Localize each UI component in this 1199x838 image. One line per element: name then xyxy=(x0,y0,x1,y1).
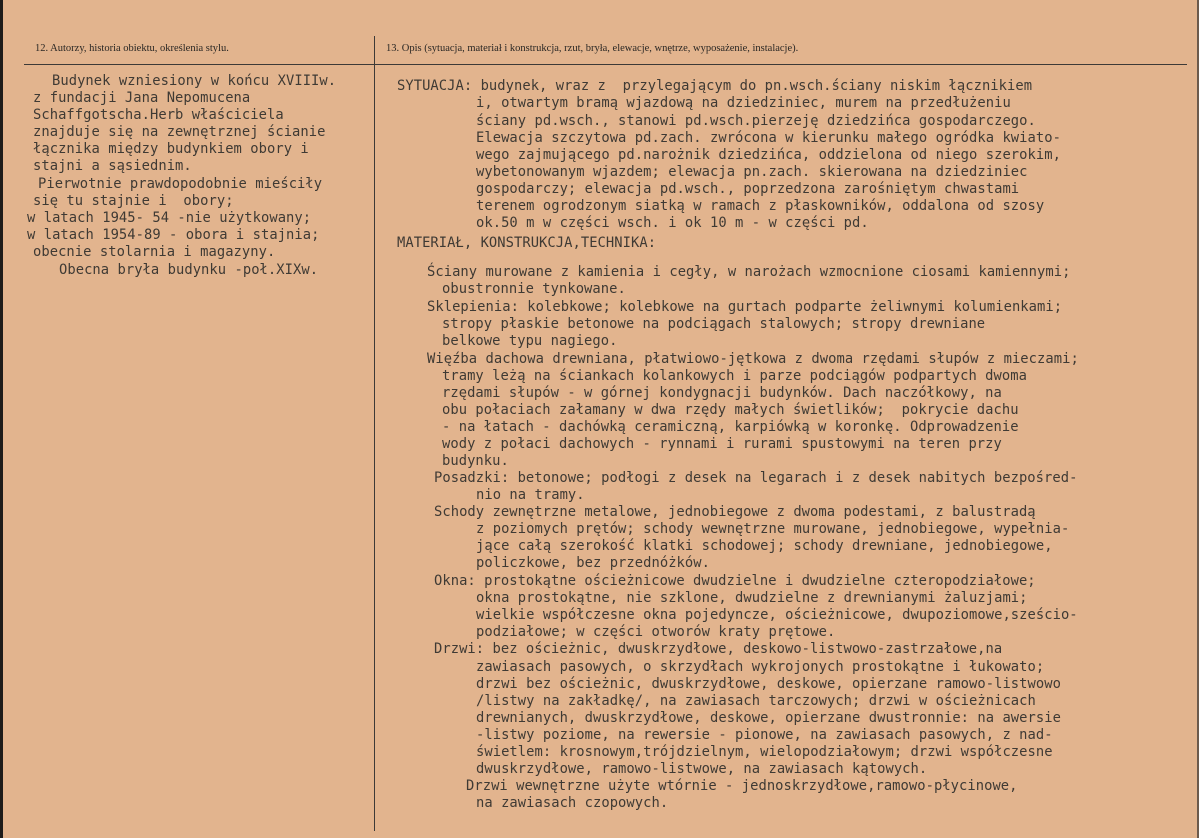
description-line: -listwy poziome, na rewersie - pionowe, na zawiasach pasowych, z nad- xyxy=(476,727,1053,743)
description-line: podziałowe; w części otworów kraty prętowe. xyxy=(476,624,836,640)
history-line: łącznika między budynkiem obory i xyxy=(33,141,309,157)
description-line: belkowe typu nagiego. xyxy=(442,333,618,349)
history-line: w latach 1954-89 - obora i stajnia; xyxy=(27,227,320,243)
horizontal-rule xyxy=(24,64,1187,65)
description-line: Schody zewnętrzne metalowe, jednobiegowe z dwoma podestami, z balustradą xyxy=(434,504,1036,520)
column-divider xyxy=(374,36,375,831)
description-line: tramy leżą na ściankach kolankowych i parze podciągów podpartych dwoma xyxy=(442,368,1027,384)
description-line: obustronnie tynkowane. xyxy=(442,281,626,297)
description-line: wybetonowanym wjazdem; elewacja pn.zach. skierowana na dziedziniec xyxy=(476,164,1028,180)
description-line: SYTUACJA: budynek, wraz z przylegającym do pn.wsch.ściany niskim łącznikiem xyxy=(397,78,1033,94)
section-header-12: 12. Autorzy, historia obiektu, określenia stylu. xyxy=(35,43,229,54)
description-line: wego zajmującego pd.narożnik dziedzińca, oddzielona od niego szerokim, xyxy=(476,147,1061,163)
description-line: Posadzki: betonowe; podłogi z desek na legarach i z desek nabitych bezpośred- xyxy=(434,470,1078,486)
description-line: Okna: prostokątne ościeżnicowe dwudzielne i dwudzielne czteropodziałowe; xyxy=(434,573,1036,589)
section-header-13: 13. Opis (sytuacja, materiał i konstrukcja, rzut, bryła, elewacje, wnętrze, wyposażenie, instalacje). xyxy=(386,43,799,54)
description-line: Sklepienia: kolebkowe; kolebkowe na gurtach podparte żeliwnymi kolumienkami; xyxy=(427,299,1063,315)
description-line: obu połaciach załamany w dwa rzędy małych świetlików; pokrycie dachu xyxy=(442,402,1019,418)
description-line: nio na tramy. xyxy=(476,487,585,503)
page-left-edge xyxy=(0,0,3,838)
description-line: drzwi bez ościeżnic, dwuskrzydłowe, deskowe, opierzane ramowo-listwowo xyxy=(476,676,1061,692)
description-line: świetlem: krosnowym,trójdzielnym, wielopodziałowym; drzwi współczesne xyxy=(476,744,1053,760)
history-line: Obecna bryła budynku -poł.XIXw. xyxy=(59,262,319,278)
history-line: obecnie stolarnia i magazyny. xyxy=(33,244,276,260)
description-line: budynku. xyxy=(442,453,509,469)
description-line: gospodarczy; elewacja pd.wsch., poprzedzona zarośniętym chwastami xyxy=(476,181,1020,197)
description-line: rzędami słupów - w górnej kondygnacji budynków. Dach naczółkowy, na xyxy=(442,385,1002,401)
history-line: Budynek wzniesiony w końcu XVIIIw. xyxy=(52,73,337,89)
section-heading: MATERIAŁ, KONSTRUKCJA,TECHNIKA: xyxy=(397,235,657,251)
description-line: Ściany murowane z kamienia i cegły, w narożach wzmocnione ciosami kamiennymi; xyxy=(427,264,1071,280)
history-line: znajduje się na zewnętrznej ścianie xyxy=(33,124,326,140)
description-line: policzkowe, bez przednóżków. xyxy=(476,555,710,571)
description-line: na zawiasach czopowych. xyxy=(476,795,669,811)
description-line: ściany pd.wsch., stanowi pd.wsch.pierzeję dziedzińca gospodarczego. xyxy=(476,113,1036,129)
description-line: i, otwartym bramą wjazdową na dziedziniec, murem na przedłużeniu xyxy=(476,95,1011,111)
description-line: z poziomych prętów; schody wewnętrzne murowane, jednobiegowe, wypełnia- xyxy=(476,521,1070,537)
description-line: terenem ogrodzonym siatką w ramach z płaskowników, oddalona od szosy xyxy=(476,198,1045,214)
description-line: Więźba dachowa drewniana, płatwiowo-jętkowa z dwoma rzędami słupów z mieczami; xyxy=(427,351,1079,367)
history-line: z fundacji Jana Nepomucena xyxy=(33,90,251,106)
description-line: Elewacja szczytowa pd.zach. zwrócona w kierunku małego ogródka kwiato- xyxy=(476,130,1061,146)
description-line: jące całą szerokość klatki schodowej; schody drewniane, jednobiegowe, xyxy=(476,538,1053,554)
history-line: stajni a sąsiednim. xyxy=(33,158,192,174)
history-line: Schaffgotscha.Herb właściciela xyxy=(33,107,284,123)
description-line: Drzwi: bez ościeżnic, dwuskrzydłowe, deskowo-listwowo-zastrzałowe,na xyxy=(434,641,1003,657)
description-line: - na łatach - dachówką ceramiczną, karpiówką w koronkę. Odprowadzenie xyxy=(442,419,1019,435)
description-line: drewnianych, dwuskrzydłowe, deskowe, opierzane dwustronnie: na awersie xyxy=(476,710,1061,726)
history-line: się tu stajnie i obory; xyxy=(33,193,234,209)
description-line: Drzwi wewnętrzne użyte wtórnie - jednoskrzydłowe,ramowo-płycinowe, xyxy=(466,778,1018,794)
description-line: okna prostokątne, nie szklone, dwudzielne z drewnianymi żaluzjami; xyxy=(476,590,1028,606)
description-line: wody z połaci dachowych - rynnami i rurami spustowymi na teren przy xyxy=(442,436,1002,452)
description-line: dwuskrzydłowe, ramowo-listwowe, na zawiasach kątowych. xyxy=(476,761,928,777)
description-line: ok.50 m w części wsch. i ok 10 m - w części pd. xyxy=(476,215,869,231)
description-line: zawiasach pasowych, o skrzydłach wykrojonych prostokątne i łukowato; xyxy=(476,659,1045,675)
description-line: /listwy na zakładkę/, na zawiasach tarczowych; drzwi w ościeżnicach xyxy=(476,693,1036,709)
history-line: Pierwotnie prawdopodobnie mieściły xyxy=(38,176,323,192)
description-line: stropy płaskie betonowe na podciągach stalowych; stropy drewniane xyxy=(442,316,986,332)
description-line: wielkie współczesne okna pojedyncze, ościeżnicowe, dwupoziomowe,sześcio- xyxy=(476,607,1078,623)
history-line: w latach 1945- 54 -nie użytkowany; xyxy=(27,210,312,226)
